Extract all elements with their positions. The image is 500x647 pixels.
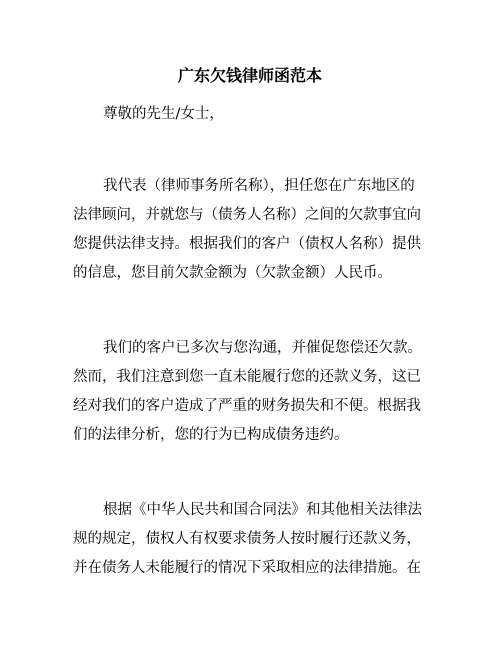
paragraph-line: 法律顾问，并就您与（债务人名称）之间的欠款事宜向 [73, 207, 421, 223]
greeting: 尊敬的先生/女士， [103, 106, 224, 122]
paragraph-line: 们的法律分析，您的行为已构成债务违约。 [73, 427, 349, 443]
paragraph-line: 并在债务人未能履行的情况下采取相应的法律措施。在 [73, 560, 421, 576]
paragraph-3 [73, 496, 435, 583]
paragraph-line: 的信息，您目前欠款金额为（欠款金额）人民币。 [73, 265, 392, 281]
paragraph-line: 然而，我们注意到您一直未能履行您的还款义务，这已 [73, 369, 421, 385]
document-title: 广东欠钱律师函范本 [177, 66, 322, 85]
paragraph-1 [73, 172, 435, 288]
paragraph-line: 我们的客户已多次与您沟通，并催促您偿还欠款。 [103, 340, 422, 356]
paragraph-line: 您提供法律支持。根据我们的客户（债权人名称）提供 [73, 236, 421, 252]
paragraph-2 [73, 334, 435, 450]
paragraph-line: 规的规定，债权人有权要求债务人按时履行还款义务， [73, 531, 421, 547]
paragraph-line: 经对我们的客户造成了严重的财务损失和不便。根据我 [73, 398, 421, 414]
paragraph-line: 我代表（律师事务所名称），担任您在广东地区的 [103, 178, 415, 194]
paragraph-line: 根据《中华人民共和国合同法》和其他相关法律法 [103, 502, 422, 518]
